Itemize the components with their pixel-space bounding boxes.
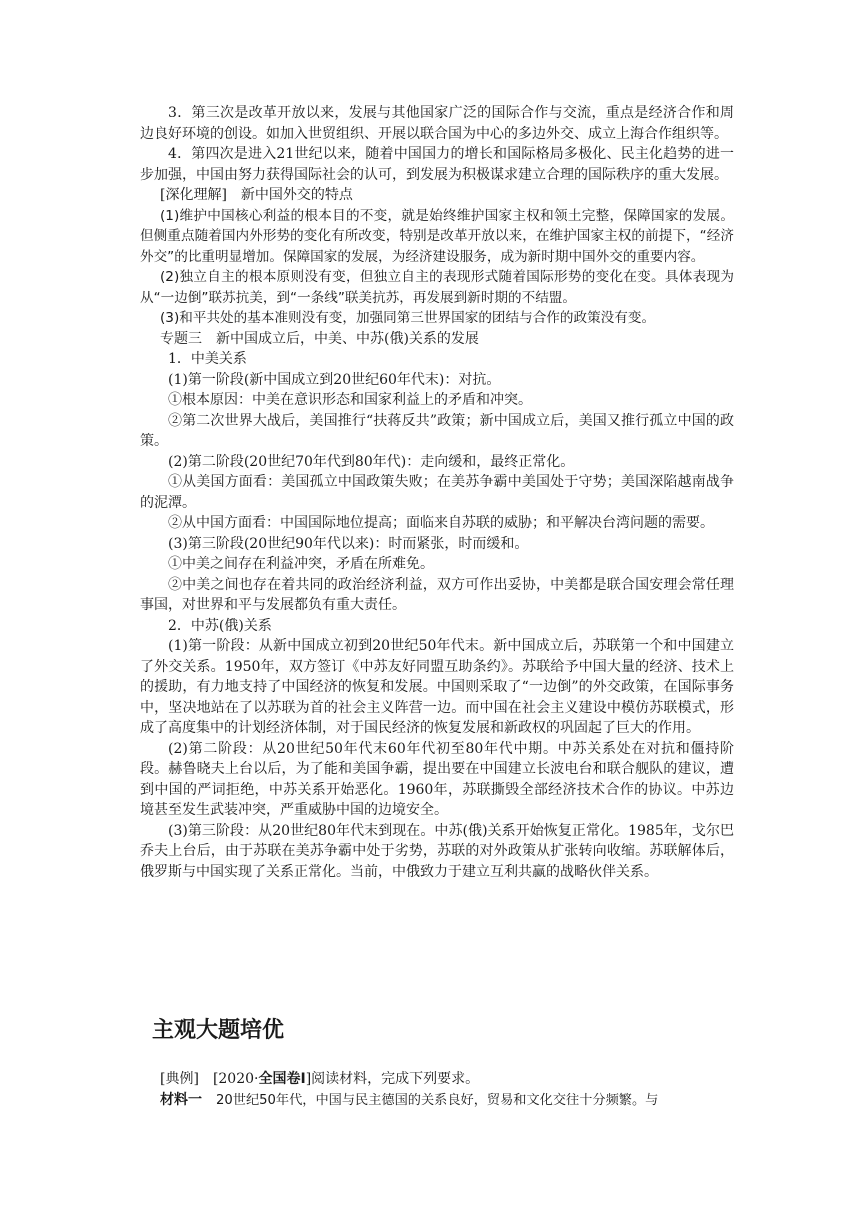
sino-us-stage-2-point-1: ①从美国方面看：美国孤立中国政策失败；在美苏争霸中美国处于守势；美国深陷越南战争的泥潭。 — [140, 474, 734, 511]
sino-us-stage-3-point-1: ①中美之间存在利益冲突，矛盾在所难免。 — [168, 556, 434, 572]
material-one-line — [160, 1090, 734, 1111]
sino-us-stage-2-point-2: ②从中国方面看：中国国际地位提高；面临来自苏联的威胁；和平解决台湾问题的需要。 — [168, 515, 714, 531]
sino-us-stage-1-point-1: ①根本原因：中美在意识形态和国家利益上的矛盾和冲突。 — [168, 392, 532, 408]
example-source-prefix: [2020· — [212, 1071, 259, 1087]
example-source-suffix: ]阅读材料，完成下列要求。 — [305, 1071, 480, 1087]
example-tag: [典例] — [160, 1071, 199, 1087]
sino-us-stage-1: (1)第一阶段(新中国成立到20世纪60年代末)：对抗。 — [168, 371, 501, 388]
feature-independence: (2)独立自主的根本原则没有变，但独立自主的表现形式随着国际形势的变化在变。具体表现为从“一边倒”联苏抗美，到“一条线”联美抗苏，再发展到新时期的不结盟。 — [140, 269, 734, 306]
feature-peaceful-coexistence: (3)和平共处的基本准则没有变，加强同第三世界国家的团结与合作的政策没有变。 — [160, 310, 656, 326]
sino-soviet-stage-2: (2)第二阶段：从20世纪50年代末60年代初至80年代中期。中苏关系处在对抗和僵持阶段。赫鲁晓夫上台以后，为了能和美国争霸，提出要在中国建立长波电台和联合舰队的建议，遭到中国的严词拒绝，中苏关系开始恶化。1960年，苏联撕毁全部经济技术合作的协议。中苏边境甚至发生武装冲突，严重威胁中国的边境安全。 — [140, 740, 734, 818]
sino-us-stage-1-point-2: ②第二次世界大战后，美国推行“扶蒋反共”政策；新中国成立后，美国又推行孤立中国的政策。 — [140, 412, 734, 449]
sino-us-heading: 1．中美关系 — [168, 351, 247, 367]
paragraph-fourth-phase: 4．第四次是进入21世纪以来，随着中国国力的增长和国际格局多极化、民主化趋势的进一步加强，中国由努力获得国际社会的认可，到发展为积极谋求建立合理的国际秩序的重大发展。 — [140, 146, 734, 183]
example-intro-line — [160, 1069, 734, 1090]
sino-soviet-heading: 2．中苏(俄)关系 — [168, 617, 272, 634]
example-source-exam: 全国卷Ⅰ — [258, 1071, 306, 1087]
feature-core-interest: (1)维护中国核心利益的根本目的不变，就是始终维护国家主权和领土完整，保障国家的发展。但侧重点随着国内外形势的变化有所改变，特别是改革开放以来，在维护国家主权的前提下，“经济外交”的比重明显增加。保障国家的发展，为经济建设服务，成为新时期中国外交的重要内容。 — [140, 207, 734, 265]
paragraph-third-phase: 3．第三次是改革开放以来，发展与其他国家广泛的国际合作与交流，重点是经济合作和周边良好环境的创设。如加入世贸组织、开展以联合国为中心的多边外交、成立上海合作组织等。 — [140, 105, 734, 142]
sino-soviet-stage-3: (3)第三阶段：从20世纪80年代末到现在。中苏(俄)关系开始恢复正常化。1985年，戈尔巴乔夫上台后，由于苏联在美苏争霸中处于劣势，苏联的对外政策从扩张转向收缩。苏联解体后，俄罗斯与中国实现了关系正常化。当前，中俄致力于建立互利共赢的战略伙伴关系。 — [140, 822, 734, 880]
document-body — [140, 103, 734, 882]
sino-soviet-stage-1: (1)第一阶段：从新中国成立初到20世纪50年代末。新中国成立后，苏联第一个和中国建立了外交关系。1950年，双方签订《中苏友好同盟互助条约》。苏联给予中国大量的经济、技术上的援助，有力地支持了中国经济的恢复和发展。中国则采取了“一边倒”的外交政策，在国际事务中，坚决地站在了以苏联为首的社会主义阵营一边。而中国在社会主义建设中模仿苏联模式，形成了高度集中的计划经济体制，对于国民经济的恢复发展和新政权的巩固起了巨大的作用。 — [140, 638, 734, 736]
sino-us-stage-3-point-2: ②中美之间也存在着共同的政治经济利益，双方可作出妥协，中美都是联合国安理会常任理事国，对世界和平与发展都负有重大责任。 — [140, 576, 734, 613]
deepen-understanding-heading: [深化理解] 新中国外交的特点 — [160, 187, 353, 203]
material-one-text: 20世纪50年代，中国与民主德国的关系良好，贸易和文化交往十分频繁。与 — [216, 1093, 659, 1108]
example-block — [160, 1069, 734, 1111]
sino-us-stage-3: (3)第三阶段(20世纪90年代以来)：时而紧张，时而缓和。 — [168, 535, 529, 552]
sino-us-stage-2: (2)第二阶段(20世纪70年代到80年代)：走向缓和，最终正常化。 — [168, 453, 575, 470]
section-title: 主观大题培优 — [152, 1018, 285, 1043]
topic-three-heading: 专题三 新中国成立后，中美、中苏(俄)关系的发展 — [160, 330, 479, 347]
material-one-label: 材料一 — [160, 1092, 202, 1108]
